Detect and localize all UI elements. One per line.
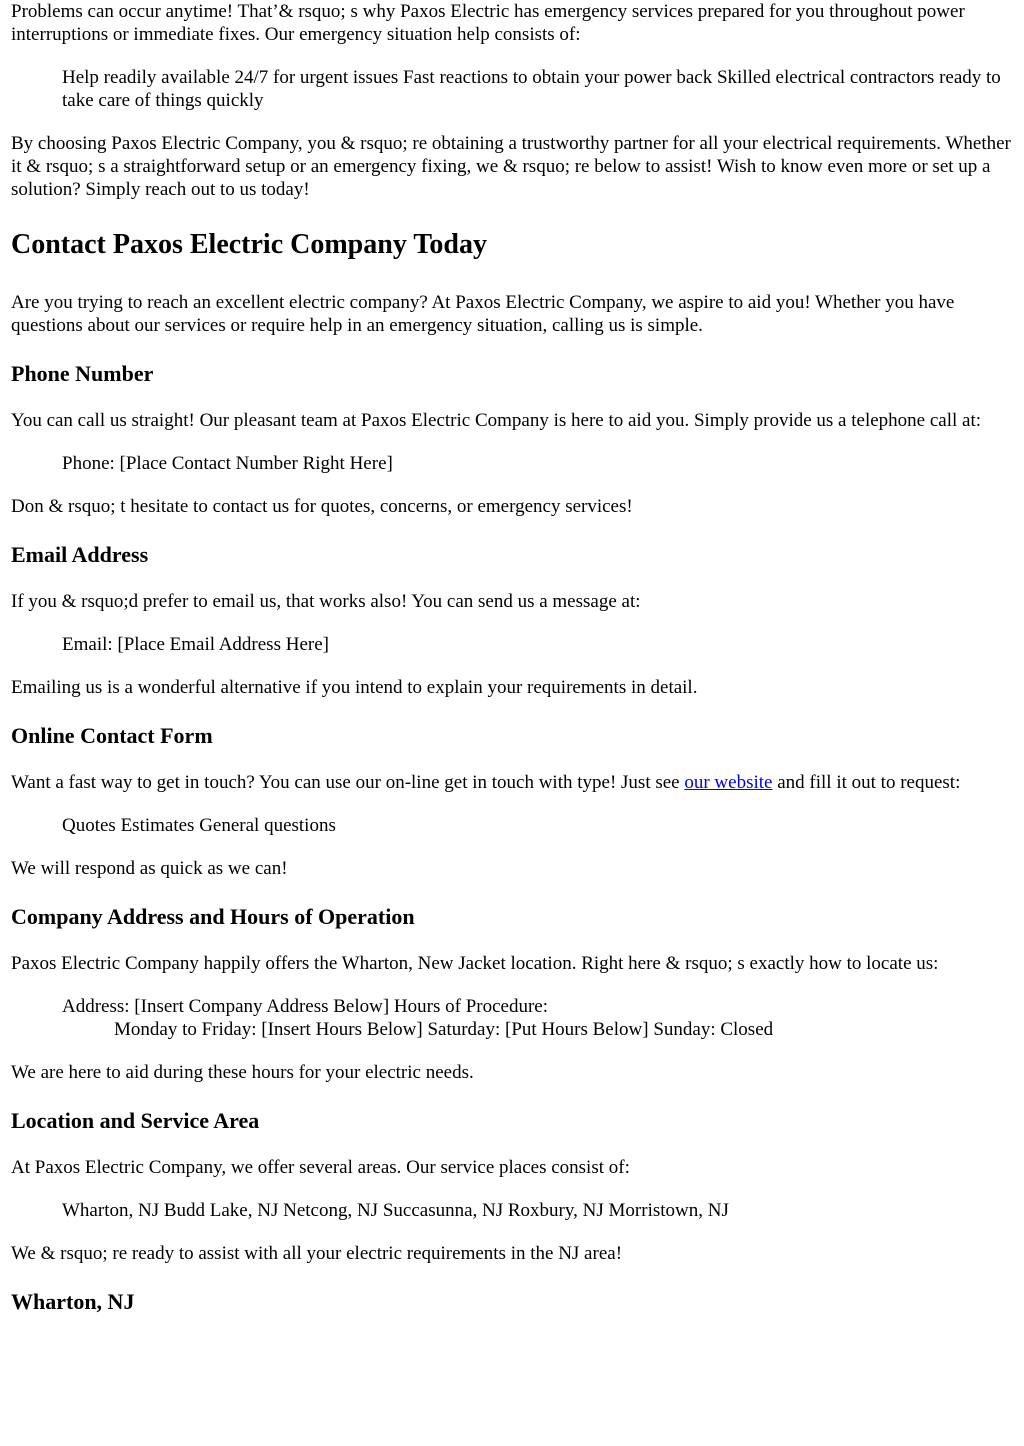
phone-note: Don & rsquo; t hesitate to contact us for quotes, concerns, or emergency services! bbox=[11, 496, 633, 517]
address-paragraph: Paxos Electric Company happily offers the Wharton, New Jacket location. Right here & rsquo; s exactly how to locate us: bbox=[11, 953, 939, 974]
emergency-services-list: Help readily available 24/7 for urgent issues Fast reactions to obtain your power back Skilled electrical contractors ready to take care of things quickly bbox=[62, 67, 1001, 111]
hours-line: Monday to Friday: [Insert Hours Below] Saturday: [Put Hours Below] Sunday: Closed bbox=[114, 1019, 774, 1040]
form-paragraph bbox=[11, 771, 1016, 794]
intro-closing-paragraph: By choosing Paxos Electric Company, you & rsquo; re obtaining a trustworthy partner for all your electrical requirements. Whether it & rsquo; s a straightforward setup or an emergency fixing, we & rsquo; re below to assist! Wish to know even more or set up a solution? Simply reach out to us today! bbox=[11, 133, 1011, 200]
form-text-before: Want a fast way to get in touch? You can use our on-line get in touch with type! Just see bbox=[11, 772, 685, 793]
form-heading: Online Contact Form bbox=[11, 723, 213, 748]
address-heading: Company Address and Hours of Operation bbox=[11, 904, 415, 929]
website-link[interactable]: our website bbox=[684, 772, 773, 793]
phone-paragraph: You can call us straight! Our pleasant team at Paxos Electric Company is here to aid you. Simply provide us a telephone call at: bbox=[11, 410, 982, 431]
email-value: Email: [Place Email Address Here] bbox=[62, 634, 329, 655]
email-heading: Email Address bbox=[11, 542, 149, 567]
phone-heading: Phone Number bbox=[11, 361, 154, 386]
wharton-heading: Wharton, NJ bbox=[11, 1289, 135, 1314]
form-request-list: Quotes Estimates General questions bbox=[62, 815, 336, 836]
address-note: We are here to aid during these hours for your electric needs. bbox=[11, 1062, 474, 1083]
service-area-note: We & rsquo; re ready to assist with all your electric requirements in the NJ area! bbox=[11, 1243, 623, 1264]
address-block bbox=[62, 995, 1016, 1041]
intro-paragraph: Problems can occur anytime! That’& rsquo; s why Paxos Electric has emergency services prepared for you throughout power interruptions or immediate fixes. Our emergency situation help consists of: bbox=[11, 1, 965, 45]
form-text-after: and fill it out to request: bbox=[772, 772, 961, 793]
email-note: Emailing us is a wonderful alternative if you intend to explain your requirements in detail. bbox=[11, 677, 698, 698]
contact-paragraph: Are you trying to reach an excellent electric company? At Paxos Electric Company, we aspire to aid you! Whether you have questions about our services or require help in an emergency situation, calling us is simple. bbox=[11, 292, 955, 336]
address-line: Address: [Insert Company Address Below] Hours of Procedure: bbox=[62, 996, 548, 1017]
email-paragraph: If you & rsquo;d prefer to email us, that works also! You can send us a message at: bbox=[11, 591, 641, 612]
phone-value: Phone: [Place Contact Number Right Here] bbox=[62, 453, 393, 474]
contact-heading: Contact Paxos Electric Company Today bbox=[11, 229, 487, 260]
service-area-paragraph: At Paxos Electric Company, we offer several areas. Our service places consist of: bbox=[11, 1157, 630, 1178]
form-note: We will respond as quick as we can! bbox=[11, 858, 288, 879]
service-area-list: Wharton, NJ Budd Lake, NJ Netcong, NJ Succasunna, NJ Roxbury, NJ Morristown, NJ bbox=[62, 1200, 729, 1221]
service-area-heading: Location and Service Area bbox=[11, 1108, 260, 1133]
